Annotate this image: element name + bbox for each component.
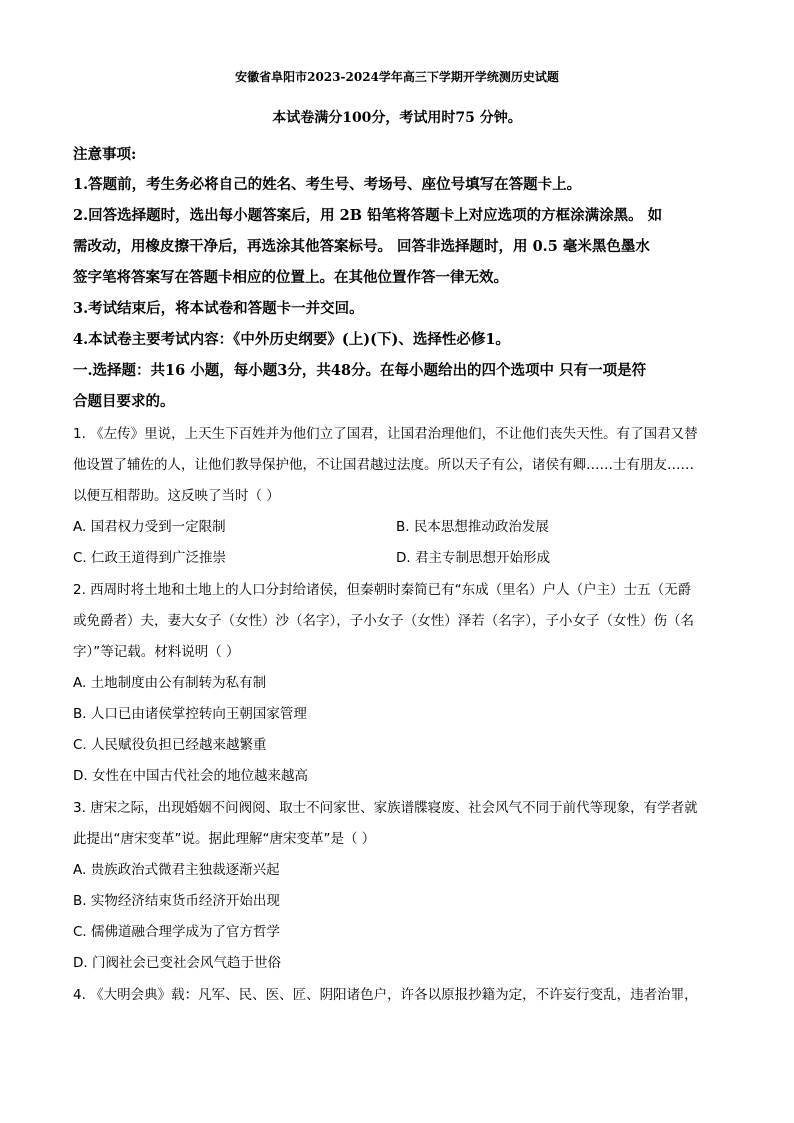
section-heading: 合题目要求的。: [73, 393, 175, 410]
question-2-option-a[interactable]: A. 土地制度由公有制转为私有制: [73, 675, 267, 691]
section-heading: 一.选择题：共16 小题，每小题3分，共48分。在每小题给出的四个选项中 只有一项是符: [73, 362, 647, 379]
question-3-text: 3. 唐宋之际，出现婚姻不问阀阅、取士不问家世、家族谱牒寝废、社会风气不同于前代等现象，有学者就: [73, 800, 698, 816]
notice-item: 4.本试卷主要考试内容：《中外历史纲要》(上)(下)、选择性必修1。: [73, 331, 510, 348]
notice-item: 需改动，用橡皮擦干净后，再选涂其他答案标号。 回答非选择题时，用 0.5 毫米黑色墨水: [73, 238, 650, 255]
question-2-text: 2. 西周时将土地和土地上的人口分封给诸侯，但秦朝时秦简已有“东成（里名）户人（户主）士五（无爵: [73, 582, 692, 598]
question-1-text: 以便互相帮助。这反映了当时（ ）: [73, 488, 280, 504]
question-2-option-b[interactable]: B. 人口已由诸侯掌控转向王朝国家管理: [73, 706, 307, 722]
question-1-option-b[interactable]: B. 民本思想推动政治发展: [396, 519, 549, 535]
question-1-text: 1. 《左传》里说，上天生下百姓并为他们立了国君，让国君治理他们，不让他们丧失天性。有了国君又替: [73, 426, 698, 442]
notice-item: 3.考试结束后，将本试卷和答题卡一并交回。: [73, 300, 364, 317]
question-1-option-d[interactable]: D. 君主专制思想开始形成: [396, 550, 550, 566]
notice-item: 2.回答选择题时，选出每小题答案后，用 2B 铅笔将答题卡上对应选项的方框涂满涂黑。 如: [73, 207, 663, 224]
question-2-option-d[interactable]: D. 女性在中国古代社会的地位越来越高: [73, 768, 308, 784]
notice-item: 签字笔将答案写在答题卡相应的位置上。在其他位置作答一律无效。: [73, 269, 508, 286]
question-4-text: 4. 《大明会典》载：凡军、民、医、匠、阴阳诸色户，许各以原报抄籍为定，不许妄行变乱，违者治罪，: [73, 987, 698, 1003]
question-1-option-a[interactable]: A. 国君权力受到一定限制: [73, 519, 226, 535]
question-2-text: 或免爵者）夫，妻大女子（女性）沙（名字），子小女子（女性）泽若（名字），子小女子（女性）伤（名: [73, 613, 694, 629]
question-3-option-c[interactable]: C. 儒佛道融合理学成为了官方哲学: [73, 924, 281, 940]
page-title: 安徽省阜阳市2023-2024学年高三下学期开学统测历史试题: [235, 70, 559, 84]
question-2-option-c[interactable]: C. 人民赋役负担已经越来越繁重: [73, 737, 267, 753]
question-3-text: 此提出“唐宋变革”说。据此理解“唐宋变革”是（ ）: [73, 831, 376, 847]
question-2-text: 字）”等记载。材料说明（ ）: [73, 644, 240, 660]
question-1-text: 他设置了辅佐的人，让他们教导保护他，不让国君越过法度。所以天子有公，诸侯有卿……士有朋友……: [73, 457, 694, 473]
question-3-option-d[interactable]: D. 门阀社会已变社会风气趋于世俗: [73, 955, 281, 971]
question-1-option-c[interactable]: C. 仁政王道得到广泛推崇: [73, 550, 227, 566]
exam-info: 本试卷满分100分，考试用时75 分钟。: [272, 110, 522, 126]
notice-heading: 注意事项:: [73, 146, 137, 163]
question-3-option-a[interactable]: A. 贵族政治式微君主独裁逐渐兴起: [73, 862, 280, 878]
notice-item: 1.答题前，考生务必将自己的姓名、考生号、考场号、座位号填写在答题卡上。: [73, 176, 582, 193]
question-3-option-b[interactable]: B. 实物经济结束货币经济开始出现: [73, 893, 280, 909]
